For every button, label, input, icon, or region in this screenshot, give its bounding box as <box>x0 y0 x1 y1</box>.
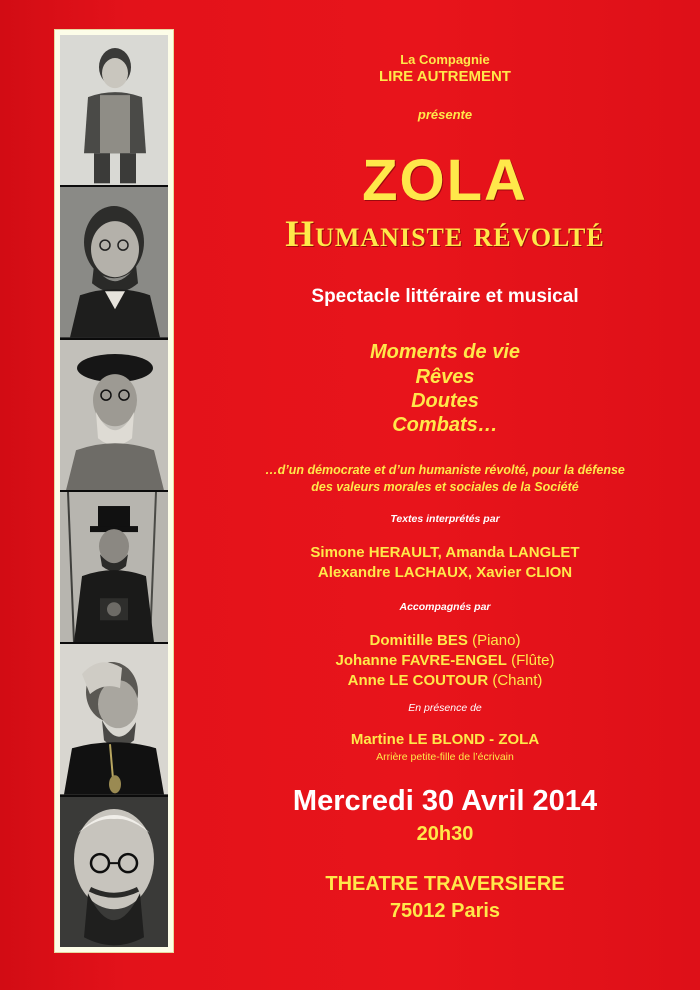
portrait-young-man-glasses-photo <box>60 187 168 339</box>
performer-line: Simone HERAULT, Amanda LANGLET <box>310 544 580 561</box>
company-name: LIRE AUTREMENT <box>379 68 511 85</box>
portrait-child-photo <box>60 35 168 187</box>
musician-role: (Flûte) <box>511 652 555 669</box>
musician-line <box>205 652 685 669</box>
presents-label: présente <box>417 107 473 122</box>
portrait-top-hat-camera-photo <box>60 492 168 644</box>
theme-item: Doutes <box>411 390 479 412</box>
portrait-hand-on-head-photo <box>60 644 168 796</box>
musician-name: Anne LE COUTOUR <box>347 672 489 689</box>
theme-item: Rêves <box>415 366 475 388</box>
show-type: Spectacle littéraire et musical <box>311 286 579 307</box>
musician-role: (Piano) <box>472 632 521 649</box>
presence-name: Martine LE BLOND - ZOLA <box>350 731 540 748</box>
musician-name: Johanne FAVRE-ENGEL <box>335 652 507 669</box>
poster-text <box>205 0 685 990</box>
theme-item: Moments de vie <box>369 341 521 363</box>
texts-by-label: Textes interprétés par <box>390 513 500 525</box>
venue-name: THEATRE TRAVERSIERE <box>325 873 565 895</box>
musician-line <box>205 672 685 689</box>
event-time: 20h30 <box>416 823 474 845</box>
portrait-pince-nez-closeup-photo <box>60 797 168 947</box>
show-subtitle: Humaniste révolté <box>285 214 605 255</box>
venue-city: 75012 Paris <box>389 900 501 922</box>
portrait-beret-beard-photo <box>60 340 168 492</box>
accompanied-label: Accompagnés par <box>399 601 491 613</box>
show-title: ZOLA <box>362 148 528 213</box>
performer-line: Alexandre LACHAUX, Xavier CLION <box>317 564 573 581</box>
photo-strip <box>60 35 168 947</box>
photo-column <box>55 30 173 952</box>
presence-relation: Arrière petite-fille de l’écrivain <box>376 751 514 763</box>
presence-label: En présence de <box>408 702 482 714</box>
tagline-line: des valeurs morales et sociales de la Société <box>311 480 579 494</box>
musician-role: (Chant) <box>492 672 543 689</box>
company-intro: La Compagnie <box>400 52 490 67</box>
event-date: Mercredi 30 Avril 2014 <box>292 785 598 817</box>
tagline-line: …d’un démocrate et d’un humaniste révolté, pour la défense <box>265 463 625 477</box>
theme-item: Combats… <box>392 414 498 436</box>
musician-line <box>205 632 685 649</box>
musician-name: Domitille BES <box>369 632 468 649</box>
